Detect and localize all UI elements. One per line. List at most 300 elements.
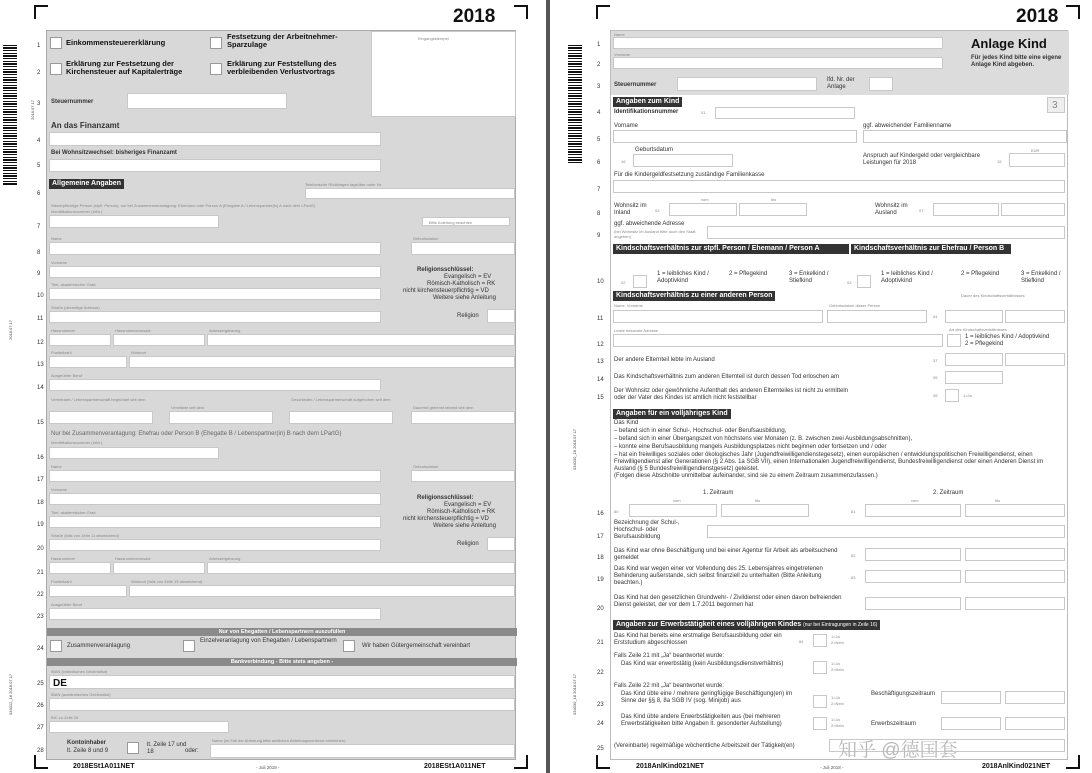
- label-geburtsdatum-kind: Geburtsdatum: [635, 147, 674, 153]
- z21-nein: 2=Nein: [831, 640, 844, 645]
- geburtsdatum-kind-field[interactable]: [633, 154, 733, 167]
- strasse-a-field[interactable]: [49, 311, 381, 323]
- watermark: 知乎 @德国套: [838, 740, 958, 761]
- line-number: 21: [37, 570, 44, 576]
- z19-vom-field[interactable]: [865, 570, 961, 583]
- label-z23b: Das Kind übte eine / mehrere geringfügige Beschäftigung(en) im Sinne der §§ 8, 8a SGB IV (sog. Minijob) aus: [621, 691, 793, 704]
- code-15: 15: [997, 159, 1002, 164]
- label-geburtsdatum-b: Geburtsdatum: [413, 464, 439, 469]
- label-geburtsdatum: Geburtsdatum: [413, 236, 439, 241]
- label-z24: Das Kind übte andere Erwerbstätigkeiten aus (bei mehreren Erwerbstätigkeiten bitte Angaben lt. gesonderter Aufstellung): [621, 714, 782, 727]
- section-bankverbindung: Bankverbindung - Bitte stets angeben -: [47, 658, 517, 666]
- andere-person-name-field[interactable]: [613, 310, 823, 323]
- wohnsitz-ausland-bis-field[interactable]: [1001, 203, 1065, 216]
- beruf-b-field[interactable]: [49, 608, 381, 620]
- code-84: 84: [799, 639, 804, 644]
- geburtsdatum-a-field[interactable]: [411, 242, 515, 255]
- line-number: 15: [597, 395, 604, 401]
- crop-mark: [596, 5, 610, 19]
- line-number: 11: [37, 316, 44, 322]
- section-kv-person-b: Kindschaftsverhältnis zur Ehefrau / Person B: [851, 244, 1011, 254]
- label-person-b: Nur bei Zusammenveranlagung: Ehefrau oder Person B (Ehegatte B / Lebenspartner(in) B nach dem LPartG): [51, 431, 342, 437]
- label-einzelveranlagung: Einzelveranlagung von Ehegatten / Lebenspartnern: [200, 638, 337, 644]
- label-finanzamt: An das Finanzamt: [51, 121, 120, 130]
- label-vom: vom: [701, 197, 709, 202]
- label-strasse-b: Straße (falls von Zeile 11 abweichend): [51, 533, 119, 538]
- zeitraum1-bis-field[interactable]: [721, 504, 809, 517]
- label-adressergaenzung: Adressergänzung: [209, 328, 241, 333]
- plz-a-field[interactable]: [49, 356, 127, 368]
- bullet-1: – befand sich in einer Schul-, Hochschul- oder Berufsausbildung,: [614, 428, 787, 434]
- erwerb-note: (nur bei Eintragungen in Zeile 16): [803, 622, 878, 628]
- line-number: 4: [597, 110, 601, 116]
- line-number: 9: [37, 271, 41, 277]
- verwitwet-field[interactable]: [169, 411, 273, 424]
- form-year: 2018: [453, 6, 496, 27]
- z23-vom-field[interactable]: [941, 691, 1001, 704]
- bullet-note: (Folgen diese Abschnitte unmittelbar aufeinander, sind sie zu einem Zeitraum zusammenzufassen.): [614, 473, 878, 479]
- line-number: 23: [37, 614, 44, 620]
- label-postleitzahl: Postleitzahl: [51, 350, 72, 355]
- z24-field[interactable]: [813, 717, 827, 730]
- label-geburtsdatum-person: Geburtsdatum dieser Person: [829, 303, 881, 308]
- crop-mark: [514, 5, 528, 19]
- bezeichnung-field[interactable]: [707, 525, 1065, 538]
- wohnsitz-ausland-vom-field[interactable]: [933, 203, 999, 216]
- section-angaben-zum-kind: Angaben zum Kind: [613, 97, 682, 107]
- plz-b-field[interactable]: [49, 585, 127, 597]
- label-dauernd: Dauernd getrennt lebend seit dem: [413, 405, 474, 410]
- label-arbeitnehmer-sparzulage: Festsetzung der Arbeitnehmer-Sparzulage: [227, 32, 338, 49]
- line-number: 19: [37, 522, 44, 528]
- line-number: 24: [37, 646, 44, 652]
- footer-form-id-left: 2018AnlKind021NET: [636, 763, 705, 770]
- steuernummer-field[interactable]: [127, 93, 287, 109]
- label-geschieden: Geschieden / Lebenspartnerschaft aufgehoben seit dem: [291, 397, 391, 402]
- iban-inland-field[interactable]: [49, 675, 515, 689]
- kv-b-opt1: 1 = leibliches Kind / Adoptivkind: [881, 271, 933, 284]
- kv-b-opt2: 2 = Pflegekind: [961, 271, 1000, 277]
- z21-ja: 1=Ja: [831, 634, 840, 639]
- kv-b-field[interactable]: [857, 275, 871, 288]
- line-number: 16: [597, 511, 604, 517]
- line-number: 16: [37, 455, 44, 461]
- religion-key-ev-b: Evangelisch = EV: [444, 502, 492, 508]
- art-opt1: 1 = leibliches Kind / Adoptivkind: [965, 334, 1050, 340]
- abw-adresse-field[interactable]: [707, 226, 1065, 239]
- label-wohnsitz-ausland: Wohnsitz im Ausland: [875, 203, 908, 216]
- line-number: 8: [37, 250, 41, 256]
- label-beruf: Ausgeübter Beruf: [51, 373, 83, 378]
- box-number-text: 3: [1052, 100, 1058, 111]
- religion-a-field[interactable]: [487, 309, 515, 323]
- line-number: 1: [37, 43, 41, 49]
- code-81: 81: [851, 509, 856, 514]
- religion-key-more-b: Weitere siehe Anleitung: [433, 523, 496, 529]
- eingangsstempel-label: Eingangsstempel: [418, 36, 449, 41]
- line-number: 3: [597, 84, 601, 90]
- bullet-2: – befand sich in einer Übergangszeit von höchstens vier Monaten (z. B. zwischen zwei Ausbildungsabschnitten),: [614, 436, 913, 442]
- label-beschaeftigungszeitraum: Beschäftigungszeitraum: [871, 691, 936, 697]
- kv-a-field[interactable]: [633, 275, 647, 288]
- erwerb-title: Angaben zur Erwerbstätigkeit eines volljährigen Kindes: [616, 621, 802, 628]
- adressergaenzung-b-field[interactable]: [207, 562, 515, 574]
- finanzamt-field[interactable]: [49, 132, 381, 146]
- z24-bis-field[interactable]: [1005, 717, 1065, 730]
- line-number: 3: [37, 101, 41, 107]
- familienkasse-field[interactable]: [613, 180, 1065, 193]
- hausnummer-a-field[interactable]: [49, 334, 111, 346]
- form-year: 2018: [1016, 6, 1059, 27]
- code-37: 37: [933, 358, 938, 363]
- label-hausnummerzusatz: Hausnummerzusatz: [115, 328, 151, 333]
- vorname-kind-field[interactable]: [613, 130, 857, 143]
- line-number: 17: [597, 534, 604, 540]
- footer-date: - Juli 2018 -: [256, 765, 280, 770]
- z13-vom-field[interactable]: [945, 353, 1003, 366]
- label-hausnummerzusatz-b: Hausnummerzusatz: [115, 556, 151, 561]
- code-06: 06: [933, 393, 938, 398]
- idnr-a-field[interactable]: [49, 215, 219, 228]
- label-vom-1: vom: [673, 498, 681, 503]
- label-bis-1: bis: [755, 498, 761, 503]
- z13-bis-field[interactable]: [1005, 353, 1065, 366]
- kv-a-opt1: 1 = leibliches Kind / Adoptivkind: [657, 271, 709, 284]
- barcode: [3, 45, 17, 185]
- label-letzte-adresse: Letzte bekannte Adresse: [614, 328, 659, 333]
- iban-ausland-field[interactable]: [49, 698, 515, 711]
- code-82: 82: [851, 553, 856, 558]
- zeitraum1-vom-field[interactable]: [629, 504, 717, 517]
- label-z15b: oder der Vater des Kindes ist amtlich nicht feststellbar: [614, 395, 757, 401]
- wohnsitz-inland-bis-field[interactable]: [739, 203, 807, 216]
- z20-bis-field[interactable]: [965, 597, 1065, 610]
- hausnummerzusatz-b-field[interactable]: [113, 562, 205, 574]
- line-number: 20: [37, 546, 44, 552]
- label-vorname: Vorname: [51, 260, 68, 265]
- kindergeld-field[interactable]: [1009, 153, 1065, 167]
- label-religion-b: Religion: [457, 541, 479, 547]
- footer-form-id-left: 2018ESt1A011NET: [73, 763, 135, 770]
- form-code: 034030_18 2018.07.17: [572, 428, 577, 470]
- crop-mark: [514, 755, 528, 769]
- crop-mark: [596, 755, 610, 769]
- footer-date: - Juli 2018 -: [820, 765, 844, 770]
- form-code: 2018.07.17: [30, 99, 35, 120]
- line-number: 4: [37, 138, 41, 144]
- label-kindergeld: Anspruch auf Kindergeld oder vergleichbare Leistungen für 2018: [863, 153, 981, 166]
- hausnummerzusatz-a-field[interactable]: [113, 334, 205, 346]
- line-number: 12: [597, 342, 604, 348]
- section-nur-ehegatten: Nur von Ehegatten / Lebenspartnern auszufüllen: [47, 628, 517, 636]
- label-familienkasse: Für die Kindergeldfestsetzung zuständige Familienkasse: [614, 172, 765, 178]
- art-field[interactable]: [947, 334, 961, 347]
- z20-vom-field[interactable]: [865, 597, 961, 610]
- label-verwitwet: Verwitwet seit dem: [171, 405, 205, 410]
- label-verheiratet: Verheiratet / Lebenspartnerschaft begründet seit dem: [51, 397, 146, 402]
- z23-bis-field[interactable]: [1005, 691, 1065, 704]
- line-number: 26: [37, 703, 44, 709]
- line-number: 22: [597, 670, 604, 676]
- right-form-page: [550, 0, 1092, 773]
- code-80: 80: [614, 509, 619, 514]
- label-person-a: Steuerpflichtige Person (stpfl. Person), nur bei Zusammenveranlagung: Ehemann oder Person A (Ehegatte A / Lebenspartner(in) A nach dem LPartG): [51, 203, 316, 208]
- line-number: 22: [37, 592, 44, 598]
- label-bis: bis: [771, 197, 777, 202]
- religion-key-vd: nicht kirchensteuerpflichtig = VD: [403, 288, 489, 294]
- anlage-box-number: [1047, 97, 1065, 113]
- checkbox-guetergemeinschaft[interactable]: [343, 640, 355, 652]
- steuernummer-field[interactable]: [677, 77, 817, 91]
- z23-nein: 2=Nein: [831, 701, 844, 706]
- dauer-vom-field[interactable]: [945, 310, 1003, 323]
- form-subtitle: Für jedes Kind bitte eine eigene Anlage Kind abgeben.: [971, 55, 1062, 68]
- bisheriges-finanzamt-field[interactable]: [49, 159, 381, 172]
- line-number: 2: [37, 70, 41, 76]
- label-z21: Das Kind hat bereits eine erstmalige Berufsausbildung oder ein Erststudium abgeschlossen: [614, 633, 782, 646]
- label-beruf-b: Ausgeübter Beruf: [51, 602, 83, 607]
- line-number: 14: [37, 385, 44, 391]
- checkbox-verlustvortrag[interactable]: [210, 63, 222, 75]
- code-05: 05: [933, 375, 938, 380]
- line-number: 27: [37, 725, 44, 731]
- religion-key-rk: Römisch-Katholisch = RK: [427, 281, 496, 287]
- z18-bis-field[interactable]: [965, 548, 1065, 561]
- name-field[interactable]: [613, 37, 943, 49]
- label-einkommensteuer: Einkommensteuererklärung: [66, 38, 166, 47]
- code-01: 01: [701, 110, 706, 115]
- line-number: 2: [597, 62, 601, 68]
- crop-mark: [1066, 5, 1080, 19]
- label-art: Art des Kindschaftsverhältnisses: [949, 327, 1007, 332]
- label-z22b: Das Kind war erwerbstätig (kein Ausbildungsdienstverhältnis): [621, 661, 784, 667]
- label-bic: BIC zu Zeile 26: [51, 715, 79, 720]
- abw-familienname-field[interactable]: [863, 130, 1067, 143]
- checkbox-einkommensteuer[interactable]: [50, 37, 62, 49]
- verheiratet-field[interactable]: [49, 411, 153, 424]
- religion-key-ev: Evangelisch = EV: [444, 274, 492, 280]
- z24-nein: 2=Nein: [831, 723, 844, 728]
- line-number: 19: [597, 577, 604, 583]
- line-number: 6: [597, 160, 601, 166]
- checkbox-kontoinhaber-a[interactable]: [127, 742, 139, 754]
- label-z18: Das Kind war ohne Beschäftigung und bei einer Agentur für Arbeit als arbeitsuchend gemeldet: [614, 548, 838, 561]
- crop-mark: [34, 5, 48, 19]
- code-83: 83: [851, 575, 856, 580]
- z23-field[interactable]: [813, 695, 827, 708]
- andere-person-geburtsdatum-field[interactable]: [827, 310, 927, 323]
- code-07: 07: [919, 208, 924, 213]
- label-steuernummer: Steuernummer: [614, 82, 657, 88]
- line-number: 15: [37, 420, 44, 426]
- kontoinhaber-name-field[interactable]: [210, 744, 515, 758]
- label-zeitraum-2: 2. Zeitraum: [933, 490, 964, 496]
- vorname-b-field[interactable]: [49, 493, 381, 505]
- section-erwerbstaetigkeit: [613, 620, 880, 630]
- religion-key-title: Religionsschlüssel:: [417, 267, 474, 273]
- label-z22a: Falls Zeile 21 mit „Ja“ beantwortet wurde:: [614, 653, 725, 659]
- label-religion-a: Religion: [457, 313, 479, 319]
- line-number: 1: [597, 42, 601, 48]
- anlage-kind-form: [610, 30, 1068, 760]
- line-number: 7: [597, 187, 601, 193]
- label-name-vorname: Name, Vorname: [614, 303, 643, 308]
- religion-key-vd-b: nicht kirchensteuerpflichtig = VD: [403, 516, 489, 522]
- z24-vom-field[interactable]: [941, 717, 1001, 730]
- label-z15a: Der Wohnsitz oder gewöhnliche Aufenthalt des anderen Elternteiles ist nicht zu ermitteln: [614, 388, 849, 394]
- strasse-b-field[interactable]: [49, 539, 381, 551]
- line-number: 23: [597, 702, 604, 708]
- label-z19: Das Kind war wegen einer vor Vollendung des 25. Lebensjahres eingetretenen Behinderung außerstande, sich selbst finanziell zu unterhalten (Bitte Anleitung beachten.): [614, 566, 823, 586]
- code-16: 16: [621, 159, 626, 164]
- label-steuernummer: Steuernummer: [51, 99, 94, 105]
- line-number: 25: [37, 681, 44, 687]
- code-03b: 03: [847, 280, 852, 285]
- wohnort-a-field[interactable]: [129, 356, 515, 368]
- line-number: 18: [597, 555, 604, 561]
- section-allgemeine-angaben: Allgemeine Angaben: [49, 179, 124, 189]
- vorname-field[interactable]: [613, 57, 943, 69]
- label-lfd-nr: lfd. Nr. der Anlage: [827, 77, 855, 90]
- religion-b-field[interactable]: [487, 537, 515, 551]
- label-abw-adresse-sub: (bei Wohnsitz im Ausland bitte auch den Staat angeben): [614, 229, 696, 239]
- kv-a-opt3: 3 = Enkelkind / Stiefkind: [789, 271, 829, 284]
- label-wohnsitzwechsel: Bei Wohnsitzwechsel: bisheriges Finanzamt: [51, 150, 177, 156]
- line-number: 21: [597, 640, 604, 646]
- dauer-bis-field[interactable]: [1005, 310, 1065, 323]
- label-oder: oder:: [185, 748, 199, 754]
- label-vom-2: vom: [911, 498, 919, 503]
- z15-field[interactable]: [945, 389, 959, 402]
- line-number: 18: [37, 500, 44, 506]
- checkbox-kirchensteuer[interactable]: [50, 63, 62, 75]
- label-iban-inland: IBAN (inländisches Geldinstitut): [51, 669, 108, 674]
- titel-b-field[interactable]: [49, 516, 381, 528]
- z18-vom-field[interactable]: [865, 548, 961, 561]
- z22-field[interactable]: [813, 661, 827, 674]
- label-telefon: Telefonische Rückfragen tagsüber unter Nr.: [305, 182, 382, 187]
- label-name: Name: [614, 32, 625, 37]
- label-z23a: Falls Zeile 22 mit „Ja“ beantwortet wurde:: [614, 683, 725, 689]
- z19-bis-field[interactable]: [965, 570, 1065, 583]
- section-kv-andere: Kindschaftsverhältnis zu einer anderen Person: [613, 291, 775, 301]
- label-vorname: Vorname: [614, 52, 631, 57]
- label-eur: EUR: [1031, 148, 1040, 153]
- label-kontoinhaber-sub: lt. Zeile 8 und 9: [67, 748, 109, 754]
- label-kirchensteuer: Erklärung zur Festsetzung der Kirchensteuer auf Kapitalerträge: [66, 59, 183, 76]
- label-hausnummer: Hausnummer: [51, 328, 76, 333]
- art-opt2: 2 = Pflegekind: [965, 341, 1004, 347]
- label-z13: Der andere Elternteil lebte im Ausland: [614, 357, 715, 363]
- bitte-anleitung-note: [422, 217, 510, 226]
- line-number: 10: [37, 293, 44, 299]
- line-number: 5: [37, 163, 41, 169]
- label-bis-2: bis: [995, 498, 1001, 503]
- label-vorname-kind: Vorname: [614, 123, 639, 129]
- line-number: 13: [37, 362, 44, 368]
- form-title: Anlage Kind: [971, 36, 1047, 51]
- line-number: 17: [37, 477, 44, 483]
- label-z25: (Vereinbarte) regelmäßige wöchentliche Arbeitszeit der Tätigkeit(en): [614, 743, 795, 749]
- zeitraum2-vom-field[interactable]: [865, 504, 961, 517]
- label-name: Name: [51, 236, 62, 241]
- checkbox-zusammenveranlagung[interactable]: [50, 640, 62, 652]
- telefon-field[interactable]: [305, 188, 515, 199]
- titel-a-field[interactable]: [49, 288, 381, 300]
- line-number: 13: [597, 359, 604, 365]
- footer-form-id-right: 2018ESt1A011NET: [424, 763, 486, 770]
- lfd-nr-field[interactable]: [869, 77, 893, 91]
- letzte-adresse-field[interactable]: [613, 334, 943, 347]
- code-04: 04: [933, 314, 938, 319]
- form-code: 034030_18 2018.07.17: [572, 673, 577, 715]
- name-a-field[interactable]: [49, 242, 381, 255]
- hausnummer-b-field[interactable]: [49, 562, 111, 574]
- beruf-a-field[interactable]: [49, 379, 381, 391]
- checkbox-einzelveranlagung[interactable]: [183, 640, 195, 652]
- line-number: 8: [597, 211, 601, 217]
- vorname-a-field[interactable]: [49, 266, 381, 278]
- dauernd-getrennt-field[interactable]: [411, 411, 515, 424]
- label-verlustvortrag: Erklärung zur Feststellung des verbleibenden Verlustvortrags: [227, 59, 337, 76]
- eingangsstempel-box: [371, 31, 516, 117]
- form-code: 2018.07.17: [8, 319, 13, 340]
- label-erwerbszeitraum: Erwerbszeitraum: [871, 721, 917, 727]
- z14-field[interactable]: [945, 371, 1003, 384]
- line-number: 7: [37, 224, 41, 230]
- wohnsitz-inland-vom-field[interactable]: [669, 203, 737, 216]
- bic-field[interactable]: [49, 721, 229, 733]
- bitte-anleitung-label: Bitte Anleitung beachten: [429, 220, 473, 225]
- line-number: 14: [597, 377, 604, 383]
- z21-field[interactable]: [813, 634, 827, 647]
- label-titel-b: Titel, akademischer Grad: [51, 510, 96, 515]
- bullet-4: – hat ein freiwilliges soziales oder ökologisches Jahr (Jugendfreiwilligendienstegesetz), einen europäischen / entwicklungspolitischen Freiwilligendienst, einen Freiwilligendienst aller Generationen (§ 2 Abs. 1a SGB VII), einen Internationalen Jugendfreiwilligendienst, Bundesfreiwilligendienst oder einen Anderen Dienst im Ausland (§ 5 Bundesfreiwilligendienstgesetz) geleistet.: [614, 452, 1044, 472]
- zeitraum2-bis-field[interactable]: [965, 504, 1065, 517]
- idnr-kind-field[interactable]: [715, 107, 855, 119]
- code-03: 03: [655, 208, 660, 213]
- geburtsdatum-b-field[interactable]: [411, 470, 515, 482]
- name-b-field[interactable]: [49, 470, 381, 482]
- checkbox-arbeitnehmer-sparzulage[interactable]: [210, 37, 222, 49]
- section-kv-person-a: Kindschaftsverhältnis zur stpfl. Person / Ehemann / Person A: [613, 244, 849, 254]
- label-kontoinhaber: Kontoinhaber: [67, 740, 106, 746]
- label-name-b: Name: [51, 464, 62, 469]
- iban-value: DE: [53, 678, 67, 689]
- line-number: 11: [597, 316, 604, 322]
- label-z14: Das Kindschaftsverhältnis zum anderen Elternteil ist durch dessen Tod erloschen am: [614, 374, 840, 380]
- label-vorname-b: Vorname: [51, 487, 68, 492]
- religion-key-more: Weitere siehe Anleitung: [433, 295, 496, 301]
- line-number: 24: [597, 721, 604, 727]
- religion-key-rk-b: Römisch-Katholisch = RK: [427, 509, 496, 515]
- idnr-b-field[interactable]: [49, 447, 219, 459]
- wohnort-b-field[interactable]: [129, 585, 515, 597]
- line-number: 28: [37, 748, 44, 754]
- z22-nein: 2=Nein: [831, 667, 844, 672]
- geschieden-field[interactable]: [289, 411, 393, 424]
- label-iban-ausland: IBAN (ausländisches Geldinstitut): [51, 692, 111, 697]
- adressergaenzung-a-field[interactable]: [207, 334, 515, 346]
- main-tax-form: [46, 30, 516, 760]
- kv-b-opt3: 3 = Enkelkind / Stiefkind: [1021, 271, 1061, 284]
- label-wohnort-b: Wohnort (falls von Zeile 13 abweichend): [131, 579, 203, 584]
- label-strasse: Straße (derzeitige Adresse): [51, 305, 100, 310]
- religion-key-title-b: Religionsschlüssel:: [417, 495, 474, 501]
- label-abw-adresse: ggf. abweichende Adresse: [614, 221, 685, 227]
- line-number: 20: [597, 606, 604, 612]
- label-wohnort: Wohnort: [131, 350, 147, 355]
